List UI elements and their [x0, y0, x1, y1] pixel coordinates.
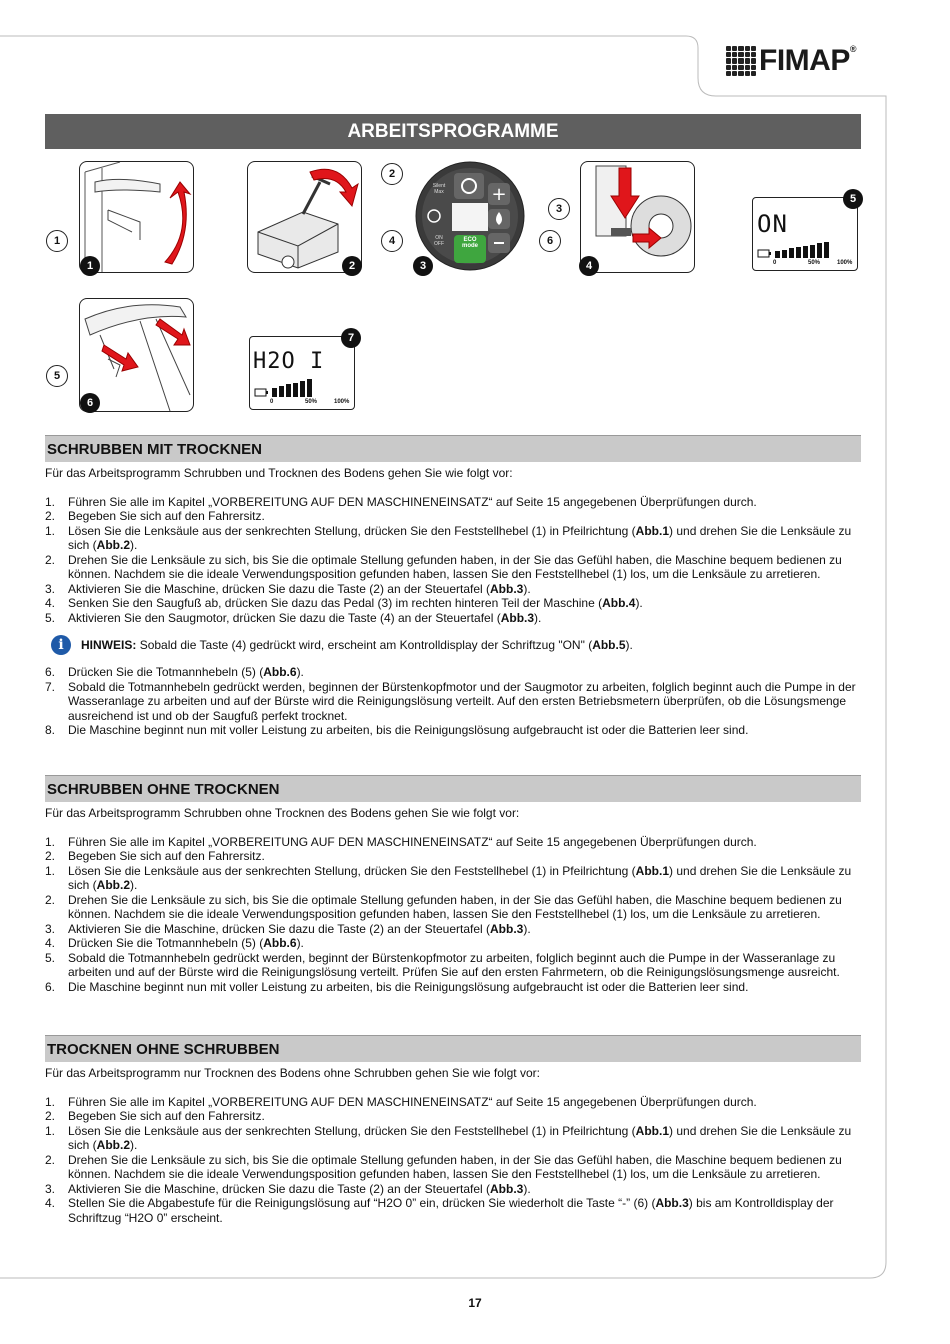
battery-icon — [254, 387, 268, 397]
callout-1: 1 — [46, 230, 68, 252]
step-list — [45, 835, 861, 995]
list-item: 5. Sobald die Totmannhebeln gedrückt werden, beginnt der Bürstenkopfmotor zu arbeiten, folglich beginnt auch die Pumpe in der Wasseranlage zu arbeiten und auf der Bürste wird die Reinigungslösung verteilt. Prüfen Sie auf den ersten Fahrmetern, ob die Reinigungslösungsmenge ausreicht. — [45, 950, 840, 979]
figure-number-5: 5 — [843, 189, 863, 209]
callout-6: 6 — [539, 230, 561, 252]
step-list — [45, 1095, 861, 1226]
figure-1-steering-lever — [79, 161, 194, 273]
figure-number-6: 6 — [80, 393, 100, 413]
page-number: 17 — [468, 1296, 482, 1310]
list-item: 4. Senken Sie den Saugfuß ab, drücken Sie dazu das Pedal (3) im rechten hinteren Teil der Maschine (Abb.4). — [45, 596, 643, 610]
lever-illustration — [80, 162, 193, 272]
list-item: 6. Die Maschine beginnt nun mit voller Leistung zu arbeiten, bis die Reinigungslösung aufgebraucht ist oder die Batterien leer sind. — [45, 979, 749, 994]
list-item: 1. Führen Sie alle im Kapitel „VORBEREITUNG AUF DEN MASCHINENEINSATZ“ auf Seite 15 angegebenen Überprüfungen durch. — [45, 1094, 757, 1109]
display-text-on: ON — [757, 210, 788, 238]
list-item: 7. Sobald die Totmannhebeln gedrückt werden, beginnen der Bürstenkopfmotor und der Saugmotor zu arbeiten, folglich beginnt auch die Pumpe in der Wasseranlage zu arbeiten und auf der Bürste wird die Reinigungslösung verteilt. Auf den ersten Betriebsmetern überprüfen, ob die Lösungsmenge ausreichend ist und ob der Saugfuß perfekt trocknet. — [45, 679, 856, 723]
panel-label-eco: ECO mode — [461, 237, 478, 249]
figure-number-7: 7 — [341, 328, 361, 348]
note-text: Sobald die Taste (4) gedrückt wird, erscheint am Kontrolldisplay der Schriftzug "ON" (Abb.5). — [139, 638, 633, 652]
callout-4: 4 — [381, 230, 403, 252]
list-item: 1. Lösen Sie die Lenksäule aus der senkrechten Stellung, drücken Sie den Feststellhebel (1) in Pfeilrichtung (Abb.1) und drehen Sie die Lenksäule zu sich (Abb.2). — [45, 863, 852, 892]
figure-5-display-on — [752, 197, 858, 271]
note-label: HINWEIS: — [81, 638, 137, 652]
figure-7-display-h2o — [249, 336, 355, 410]
step-list-continued — [45, 665, 861, 738]
scale-100: 100% — [837, 260, 853, 266]
list-item: 1. Führen Sie alle im Kapitel „VORBEREITUNG AUF DEN MASCHINENEINSATZ“ auf Seite 15 angegebenen Überprüfungen durch. — [45, 494, 757, 509]
panel-label-onoff: ON OFF — [434, 235, 444, 247]
list-item: 3. Aktivieren Sie die Maschine, drücken Sie dazu die Taste (2) an der Steuertafel (Abb.3). — [45, 1181, 531, 1196]
info-icon: i — [51, 635, 71, 655]
scale-50: 50% — [808, 260, 821, 266]
list-item: 2. Begeben Sie sich auf den Fahrersitz. — [45, 849, 265, 863]
machine-illustration — [248, 162, 361, 272]
scale-0: 0 — [270, 399, 274, 405]
scale-50: 50% — [305, 399, 318, 405]
list-item: 4. Drücken Sie die Totmannhebeln (5) (Abb.6). — [45, 936, 304, 950]
note-box — [51, 635, 861, 655]
list-item: 3. Aktivieren Sie die Maschine, drücken Sie dazu die Taste (2) an der Steuertafel (Abb.3). — [45, 581, 531, 596]
figure-4-pedal — [580, 161, 695, 273]
logo-dot-matrix — [726, 46, 756, 76]
callout-3: 3 — [548, 198, 570, 220]
brand-logo — [726, 44, 856, 78]
scale-100: 100% — [334, 399, 350, 405]
section-heading: TROCKNEN OHNE SCHRUBBEN — [45, 1035, 861, 1062]
callout-2: 2 — [381, 163, 403, 185]
list-item: 2. Begeben Sie sich auf den Fahrersitz. — [45, 1109, 265, 1123]
step-list — [45, 495, 861, 626]
list-item: 1. Lösen Sie die Lenksäule aus der senkrechten Stellung, drücken Sie den Feststellhebel (1) in Pfeilrichtung (Abb.1) und drehen Sie die Lenksäule zu sich (Abb.2). — [45, 523, 852, 552]
list-item: 6. Drücken Sie die Totmannhebeln (5) (Abb.6). — [45, 665, 304, 679]
section-trocknen-ohne-schrubben — [45, 1035, 861, 1225]
figure-number-2: 2 — [342, 256, 362, 276]
section-intro: Für das Arbeitsprogramm Schrubben ohne Trocknen des Bodens gehen Sie wie folgt vor: — [45, 806, 520, 820]
list-item: 8. Die Maschine beginnt nun mit voller Leistung zu arbeiten, bis die Reinigungslösung aufgebraucht ist oder die Batterien leer sind. — [45, 723, 749, 737]
control-panel-illustration — [414, 161, 526, 271]
h2o-level-bars — [272, 379, 312, 397]
list-item: 2. Drehen Sie die Lenksäule zu sich, bis Sie die optimale Stellung gefunden haben, in der Sie das Gefühl haben, die Maschine bequem bedienen zu können. Nachdem sie die ideale Verwendungsposition gefunden haben, lassen Sie den Feststellhebel (1) los, um die Lenksäule zu arretieren. — [45, 1152, 842, 1181]
scale-0: 0 — [773, 260, 777, 266]
svg-text:+: + — [491, 184, 507, 205]
panel-label-silent: Silent Max — [432, 183, 446, 195]
section-intro: Für das Arbeitsprogramm Schrubben und Trocknen des Bodens gehen Sie wie folgt vor: — [45, 466, 513, 480]
list-item: 5. Aktivieren Sie den Saugmotor, drücken Sie dazu die Taste (4) an der Steuertafel (Abb.3). — [45, 610, 542, 625]
pedal-illustration — [581, 162, 694, 272]
section-heading: SCHRUBBEN OHNE TROCKNEN — [45, 775, 861, 802]
figure-2-machine — [247, 161, 362, 273]
list-item: 1. Lösen Sie die Lenksäule aus der senkrechten Stellung, drücken Sie den Feststellhebel (1) in Pfeilrichtung (Abb.1) und drehen Sie die Lenksäule zu sich (Abb.2). — [45, 1123, 852, 1152]
list-item: 2. Begeben Sie sich auf den Fahrersitz. — [45, 509, 265, 523]
figure-3-control-panel — [414, 161, 526, 271]
logo-wordmark: FIMAP® — [759, 44, 856, 77]
list-item: 3. Aktivieren Sie die Maschine, drücken Sie dazu die Taste (2) an der Steuertafel (Abb.3). — [45, 921, 531, 936]
list-item: 1. Führen Sie alle im Kapitel „VORBEREITUNG AUF DEN MASCHINENEINSATZ“ auf Seite 15 angegebenen Überprüfungen durch. — [45, 834, 757, 849]
display-text-h2o: H2O I — [253, 349, 325, 374]
section-schrubben-mit-trocknen — [45, 435, 861, 738]
deadman-lever-illustration — [80, 299, 193, 411]
figure-number-1: 1 — [80, 256, 100, 276]
figure-number-3: 3 — [413, 256, 433, 276]
list-item: 2. Drehen Sie die Lenksäule zu sich, bis Sie die optimale Stellung gefunden haben, in der Sie das Gefühl haben, die Maschine bequem bedienen zu können. Nachdem sie die ideale Verwendungsposition gefunden haben, lassen Sie den Feststellhebel (1) los, um die Lenksäule zu arretieren. — [45, 892, 842, 921]
figure-number-4: 4 — [579, 256, 599, 276]
section-heading: SCHRUBBEN MIT TROCKNEN — [45, 435, 861, 462]
battery-icon — [757, 248, 771, 258]
charge-level-bars — [775, 242, 829, 258]
list-item: 2. Drehen Sie die Lenksäule zu sich, bis Sie die optimale Stellung gefunden haben, in der Sie das Gefühl haben, die Maschine bequem bedienen zu können. Nachdem sie die ideale Verwendungsposition gefunden haben, lassen Sie den Feststellhebel (1) los, um die Lenksäule zu arretieren. — [45, 552, 842, 581]
section-intro: Für das Arbeitsprogramm nur Trocknen des Bodens ohne Schrubben gehen Sie wie folgt vor: — [45, 1066, 540, 1080]
section-schrubben-ohne-trocknen — [45, 775, 861, 994]
callout-5: 5 — [46, 365, 68, 387]
list-item: 4. Stellen Sie die Abgabestufe für die Reinigungslösung auf “H2O 0” ein, drücken Sie wiederholt die Taste “-” (6) (Abb.3) bis am Kontrolldisplay der Schriftzug “H2O 0” erscheint. — [45, 1196, 834, 1225]
page-title: ARBEITSPROGRAMME — [45, 114, 861, 149]
